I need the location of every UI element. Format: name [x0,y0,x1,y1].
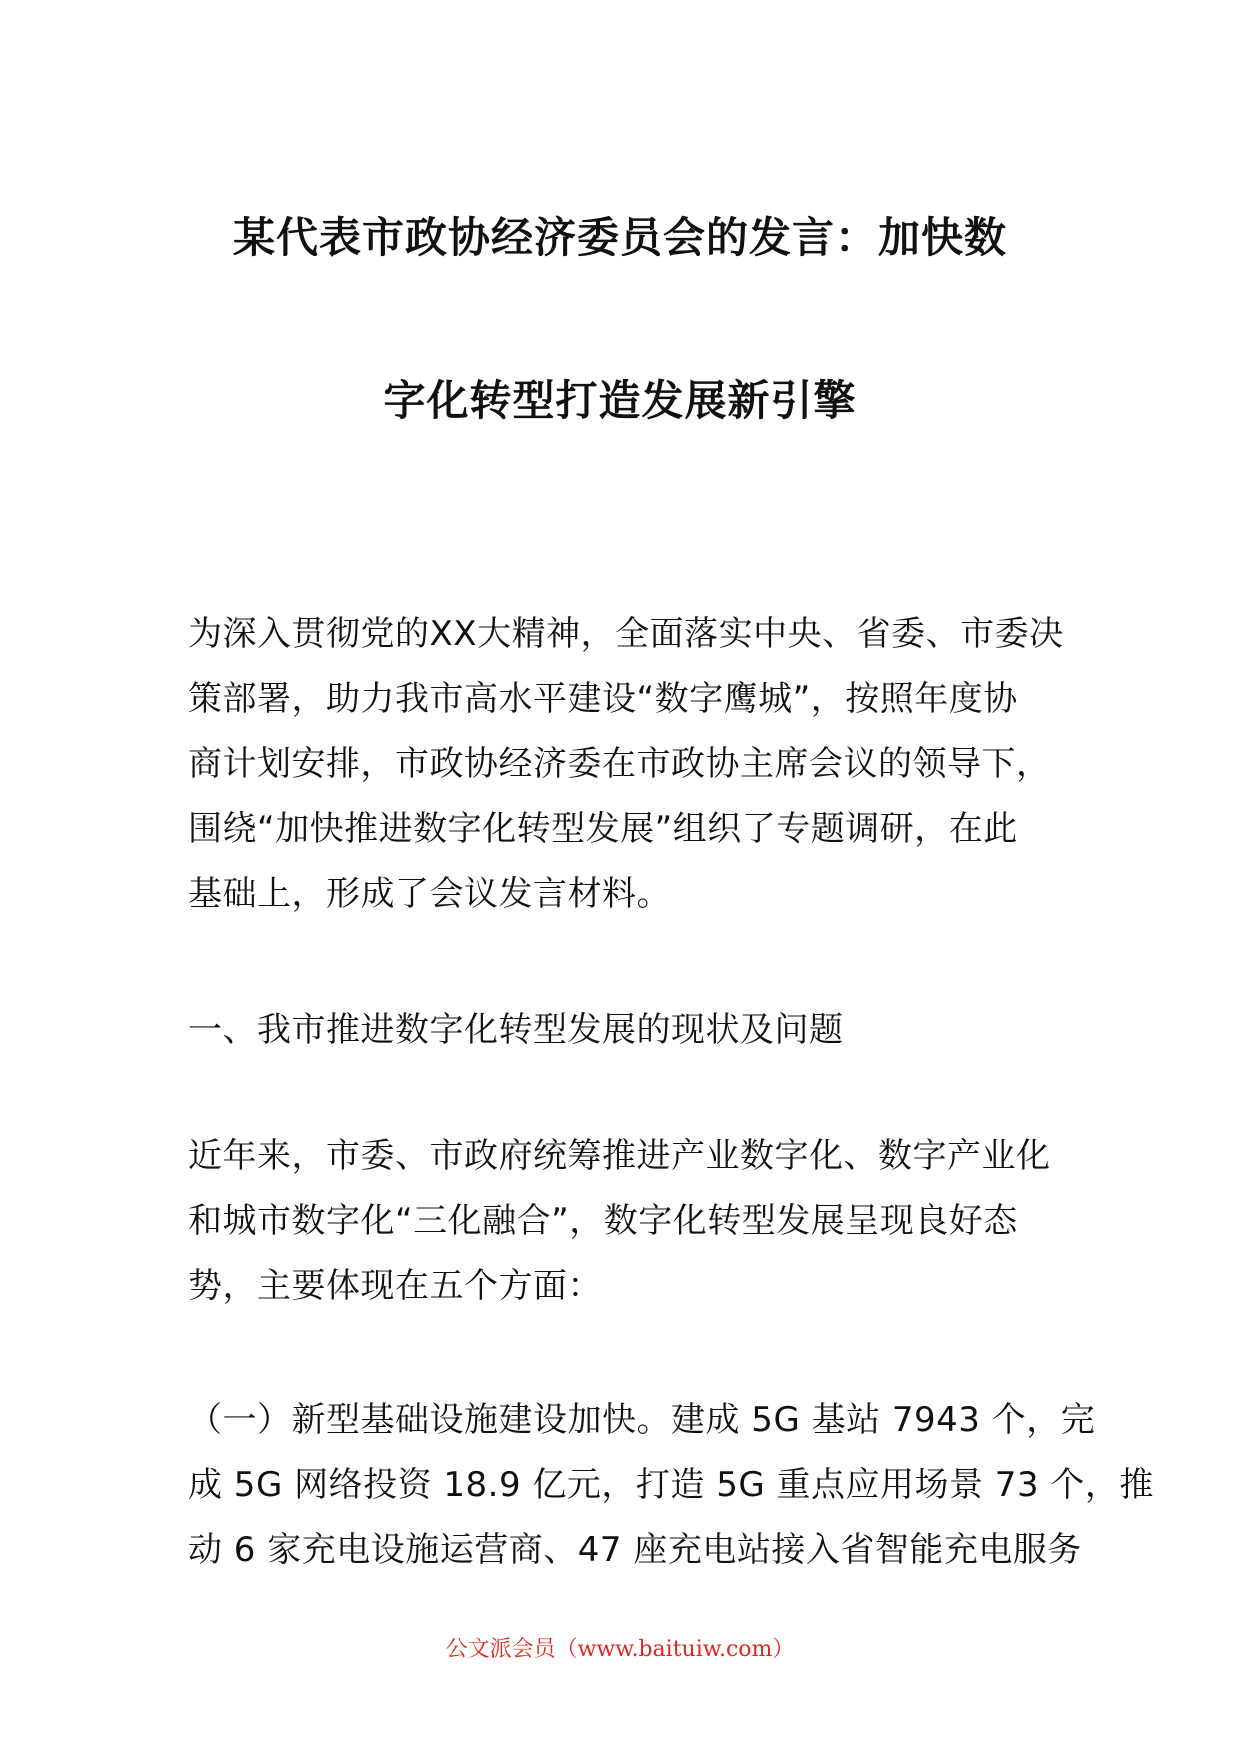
paragraph-line: 商计划安排，市政协经济委在市政协主席会议的领导下， [188,744,1051,784]
paragraph-line: 策部署，助力我市高水平建设“数字鹰城”，按照年度协 [188,679,1018,719]
paragraph-line: 和城市数字化“三化融合”，数字化转型发展呈现良好态 [188,1201,1018,1241]
section-heading [188,998,1056,1063]
section-heading-text: 一、我市推进数字化转型发展的现状及问题 [188,1010,844,1050]
paragraph-line: 动 6 家充电设施运营商、47 座充电站接入省智能充电服务 [188,1530,1082,1570]
paragraph-line: 势，主要体现在五个方面： [188,1266,602,1306]
paragraph-line: 围绕“加快推进数字化转型发展”组织了专题调研，在此 [188,809,1018,849]
paragraph-line: （一）新型基础设施建设加快。建成 5G 基站 7943 个，完 [188,1400,1096,1440]
paragraph-line: 基础上，形成了会议发言材料。 [188,874,671,914]
point-one-paragraph [188,1388,1154,1583]
recent-paragraph [188,1124,1056,1319]
intro-paragraph [188,602,1064,927]
footer-watermark: 公文派会员（www.baituiw.com） [445,1637,795,1662]
paragraph-line: 为深入贯彻党的XX大精神，全面落实中央、省委、市委决 [188,614,1064,654]
paragraph-line: 近年来，市委、市政府统筹推进产业数字化、数字产业化 [188,1136,1051,1176]
paragraph-line: 成 5G 网络投资 18.9 亿元，打造 5G 重点应用场景 73 个，推 [188,1465,1154,1505]
document-title-line-1: 某代表市政协经济委员会的发言：加快数 [232,213,1007,262]
document-title-line-2: 字化转型打造发展新引擎 [383,376,857,425]
